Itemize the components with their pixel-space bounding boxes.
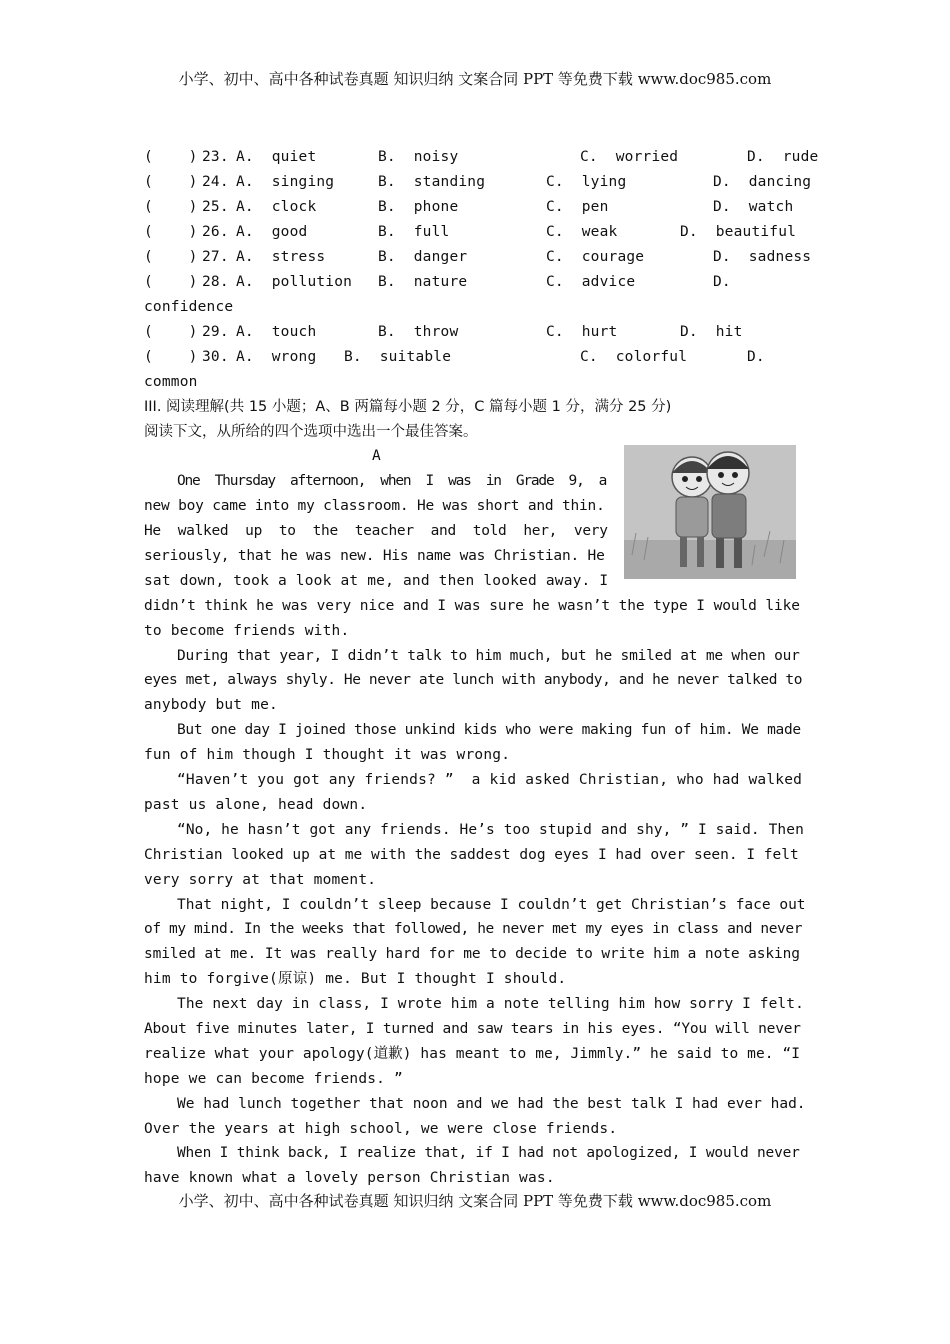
option-a: A. clock (236, 199, 317, 215)
option-d: D. watch (713, 199, 794, 215)
passage-line: him to forgive(原谅) me. But I thought I should. (144, 971, 567, 987)
option-a: A. wrong (236, 349, 317, 365)
option-a: A. quiet (236, 149, 317, 165)
option-b: B. phone (378, 199, 459, 215)
question-24 (0, 170, 812, 195)
question-number: 28. (202, 274, 229, 290)
passage-line: Christian looked up at me with the saddest dog eyes I had over seen. I felt (144, 847, 799, 863)
answer-blank[interactable]: ( ) (144, 174, 198, 190)
question-27 (0, 245, 812, 270)
option-a: A. singing (236, 174, 335, 190)
option-c: C. advice (546, 274, 636, 290)
option-b: B. full (378, 224, 450, 240)
question-number: 23. (202, 149, 229, 165)
passage-line: Over the years at high school, we were close friends. (144, 1121, 618, 1137)
option-a: A. stress (236, 249, 326, 265)
option-a: A. pollution (236, 274, 353, 290)
passage-line: past us alone, head down. (144, 797, 368, 813)
option-c: C. worried (580, 149, 679, 165)
question-number: 26. (202, 224, 229, 240)
passage-line: “Haven’t you got any friends? ” a kid asked Christian, who had walked (177, 772, 803, 788)
passage-line: realize what your apology(道歉) has meant to me, Jimmly.” he said to me. “I (144, 1046, 801, 1062)
option-c: C. lying (546, 174, 627, 190)
instruction: 阅读下文，从所给的四个选项中选出一个最佳答案。 (144, 424, 478, 440)
passage-label: A (372, 448, 381, 464)
question-30 (0, 345, 765, 370)
answer-blank[interactable]: ( ) (144, 249, 198, 265)
passage-line: eyes met, always shyly. He never ate lunch with anybody, and he never talked to (144, 672, 803, 688)
option-d: D. (747, 349, 765, 365)
passage-line: sat down, took a look at me, and then looked away. I (144, 573, 609, 589)
option-d: D. rude (747, 149, 819, 165)
option-b: B. noisy (378, 149, 459, 165)
question-number: 30. (202, 349, 229, 365)
page-header: 小学、初中、高中各种试卷真题 知识归纳 文案合同 PPT 等免费下载 www.doc985.com (178, 70, 772, 88)
option-d: D. beautiful (680, 224, 797, 240)
passage-line: didn’t think he was very nice and I was sure he wasn’t the type I would like (144, 598, 800, 614)
option-d-wrapped: common (144, 374, 198, 390)
option-c: C. courage (546, 249, 645, 265)
passage-line: of my mind. In the weeks that followed, he never met my eyes in class and never (144, 921, 803, 937)
passage-line: anybody but me. (144, 697, 278, 713)
section-title: III. 阅读理解(共 15 小题；A、B 两篇每小题 2 分，C 篇每小题 1 分，满分 25 分) (144, 399, 672, 415)
option-d: D. sadness (713, 249, 812, 265)
option-b: B. suitable (344, 349, 452, 365)
option-c: C. pen (546, 199, 609, 215)
option-b: B. nature (378, 274, 468, 290)
question-number: 24. (202, 174, 229, 190)
option-d: D. hit (680, 324, 743, 340)
option-c: C. colorful (580, 349, 688, 365)
answer-blank[interactable]: ( ) (144, 274, 198, 290)
option-c: C. hurt (546, 324, 618, 340)
children-illustration (624, 445, 796, 579)
question-26 (0, 220, 797, 245)
passage-line: smiled at me. It was really hard for me to decide to write him a note asking (144, 946, 800, 962)
question-25 (0, 195, 794, 220)
answer-blank[interactable]: ( ) (144, 324, 198, 340)
option-d: D. (713, 274, 731, 290)
passage-line: About five minutes later, I turned and saw tears in his eyes. “You will never (144, 1021, 801, 1037)
question-28 (0, 270, 731, 295)
passage-line: One Thursday afternoon, when I was in Grade 9, a (177, 473, 607, 489)
page-footer: 小学、初中、高中各种试卷真题 知识归纳 文案合同 PPT 等免费下载 www.doc985.com (178, 1192, 772, 1210)
passage-line: During that year, I didn’t talk to him much, but he smiled at me when our (177, 648, 800, 664)
passage-line: seriously, that he was new. His name was Christian. He (144, 548, 605, 564)
answer-blank[interactable]: ( ) (144, 199, 198, 215)
passage-line: very sorry at that moment. (144, 872, 377, 888)
option-b: B. throw (378, 324, 459, 340)
passage-line: When I think back, I realize that, if I had not apologized, I would never (177, 1145, 800, 1161)
passage-line: hope we can become friends. ” (144, 1071, 403, 1087)
passage-line: to become friends with. (144, 623, 350, 639)
question-23 (0, 145, 819, 170)
passage-line: new boy came into my classroom. He was short and thin. (144, 498, 605, 514)
option-d-wrapped: confidence (144, 299, 234, 315)
passage-line: have known what a lovely person Christian was. (144, 1170, 555, 1186)
passage-line: We had lunch together that noon and we had the best talk I had ever had. (177, 1096, 806, 1112)
option-d: D. dancing (713, 174, 812, 190)
option-b: B. danger (378, 249, 468, 265)
option-c: C. weak (546, 224, 618, 240)
passage-line: He walked up to the teacher and told her, very (144, 523, 608, 539)
answer-blank[interactable]: ( ) (144, 349, 198, 365)
option-a: A. good (236, 224, 308, 240)
question-29 (0, 320, 743, 345)
passage-line: fun of him though I thought it was wrong. (144, 747, 511, 763)
question-number: 29. (202, 324, 229, 340)
question-number: 25. (202, 199, 229, 215)
passage-line: The next day in class, I wrote him a note telling him how sorry I felt. (177, 996, 804, 1012)
passage-line: But one day I joined those unkind kids who were making fun of him. We made (177, 722, 801, 738)
question-number: 27. (202, 249, 229, 265)
option-a: A. touch (236, 324, 317, 340)
option-b: B. standing (378, 174, 486, 190)
passage-line: That night, I couldn’t sleep because I couldn’t get Christian’s face out (177, 897, 806, 913)
answer-blank[interactable]: ( ) (144, 149, 198, 165)
answer-blank[interactable]: ( ) (144, 224, 198, 240)
passage-line: “No, he hasn’t got any friends. He’s too stupid and shy, ” I said. Then (177, 822, 804, 838)
